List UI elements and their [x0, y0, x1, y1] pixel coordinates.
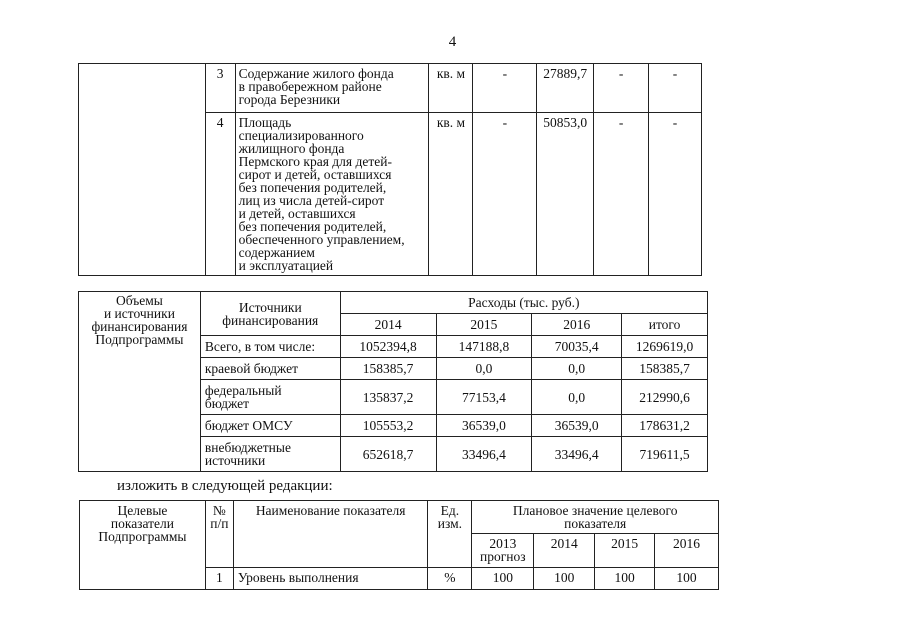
table-row [79, 64, 702, 113]
text-line: источники [204, 453, 266, 468]
indicators-table [78, 63, 702, 276]
text-line: 2013 [489, 536, 517, 551]
section-label-cell [79, 292, 201, 472]
text-line: специализированного [238, 128, 364, 143]
value-cell: 100 [534, 568, 595, 590]
text-line: Подпрограммы [95, 332, 184, 347]
table-row [80, 501, 719, 534]
intro-text: изложить в следующей редакции: [117, 478, 333, 494]
value-cell: 1269619,0 [622, 336, 708, 358]
year-header [655, 534, 719, 568]
section-label-cell [80, 501, 206, 590]
value-cell: - [594, 64, 649, 113]
indicator-name: Уровень выполнения [233, 568, 428, 590]
text-line: содержанием [238, 245, 315, 260]
targets-table [79, 500, 719, 590]
text-line: и детей, оставшихся [238, 206, 356, 221]
text-line: 2015 [611, 536, 639, 551]
text-line: бюджет [204, 396, 250, 411]
source-label [200, 437, 340, 472]
text-line: федеральный [204, 383, 282, 398]
value-cell: 0,0 [532, 380, 622, 415]
value-cell: 33496,4 [436, 437, 532, 472]
value-cell: - [473, 64, 537, 113]
indicator-name [235, 64, 429, 113]
value-cell: 0,0 [532, 358, 622, 380]
text-line: Содержание жилого фонда [238, 66, 394, 81]
value-cell: 100 [472, 568, 534, 590]
value-cell: 212990,6 [622, 380, 708, 415]
text-line: Источники [238, 299, 302, 315]
value-cell: 178631,2 [622, 415, 708, 437]
value-cell: 100 [655, 568, 719, 590]
plan-header [472, 501, 719, 534]
text-line: показателя [564, 516, 627, 531]
table-row [79, 292, 708, 314]
text-line: сирот и детей, оставшихся [238, 167, 392, 182]
text-line: города Березники [238, 92, 341, 107]
text-line: в правобережном районе [238, 79, 382, 94]
financing-table [78, 291, 708, 472]
value-cell: 70035,4 [532, 336, 622, 358]
text-line: бюджет ОМСУ [204, 418, 293, 433]
value-cell: 36539,0 [532, 415, 622, 437]
text-line: 2014 [550, 536, 578, 551]
value-cell: 77153,4 [436, 380, 532, 415]
value-cell: 105553,2 [340, 415, 436, 437]
page-number: 4 [448, 34, 457, 50]
year-header: 2015 [436, 314, 532, 336]
value-cell: 36539,0 [436, 415, 532, 437]
value-cell: 652618,7 [340, 437, 436, 472]
sources-header [200, 292, 340, 336]
source-label [200, 415, 340, 437]
text-line: финансирования [222, 312, 319, 328]
source-label [200, 358, 340, 380]
value-cell: 33496,4 [532, 437, 622, 472]
source-label [200, 336, 340, 358]
section-label-cell [79, 64, 206, 276]
unit-cell: кв. м [429, 64, 473, 113]
text-line: п/п [210, 516, 229, 531]
text-line: краевой бюджет [204, 361, 298, 376]
indicator-name [235, 113, 429, 276]
expenses-header: Расходы (тыс. руб.) [340, 292, 707, 314]
value-cell: 158385,7 [622, 358, 708, 380]
text-line: финансирования [91, 319, 188, 334]
value-cell: 719611,5 [622, 437, 708, 472]
unit-cell: % [428, 568, 472, 590]
text-line: жилищного фонда [238, 141, 345, 156]
text-line: прогноз [480, 549, 526, 564]
text-line: Подпрограммы [98, 529, 187, 544]
value-cell: - [594, 113, 649, 276]
text-line: Целевые [117, 503, 168, 518]
value-cell: 0,0 [436, 358, 532, 380]
text-line: лиц из числа детей-сирот [238, 193, 385, 208]
value-cell: 135837,2 [340, 380, 436, 415]
text-line: и эксплуатацией [238, 258, 334, 273]
text-line: без попечения родителей, [238, 219, 387, 234]
row-number: 4 [205, 113, 235, 276]
year-header: 2016 [532, 314, 622, 336]
value-cell: 1052394,8 [340, 336, 436, 358]
name-header: Наименование показателя [233, 501, 428, 568]
year-header [534, 534, 595, 568]
value-cell: 158385,7 [340, 358, 436, 380]
row-number: 1 [205, 568, 233, 590]
value-cell: - [473, 113, 537, 276]
text-line: 2016 [673, 536, 701, 551]
text-line: внебюджетные [204, 440, 291, 455]
unit-cell: кв. м [429, 113, 473, 276]
text-line: Площадь [238, 115, 292, 130]
value-cell: 147188,8 [436, 336, 532, 358]
value-cell: 100 [595, 568, 655, 590]
text-line: без попечения родителей, [238, 180, 387, 195]
source-label [200, 380, 340, 415]
text-line: № [212, 503, 226, 518]
year-header [595, 534, 655, 568]
text-line: обеспеченного управлением, [238, 232, 405, 247]
num-header [205, 501, 233, 568]
text-line: и источники [103, 306, 175, 321]
text-line: Всего, в том числе: [204, 339, 316, 354]
text-line: Плановое значение целевого [512, 503, 678, 518]
text-line: Объемы [116, 293, 163, 308]
value-cell: 27889,7 [537, 64, 594, 113]
text-line: Ед. [440, 503, 460, 518]
text-line: изм. [437, 516, 463, 531]
row-number: 3 [205, 64, 235, 113]
value-cell: - [649, 113, 702, 276]
text-line: показатели [110, 516, 175, 531]
year-header [472, 534, 534, 568]
value-cell: 50853,0 [537, 113, 594, 276]
total-header: итого [622, 314, 708, 336]
unit-header [428, 501, 472, 568]
value-cell: - [649, 64, 702, 113]
text-line: Пермского края для детей- [238, 154, 392, 169]
year-header: 2014 [340, 314, 436, 336]
